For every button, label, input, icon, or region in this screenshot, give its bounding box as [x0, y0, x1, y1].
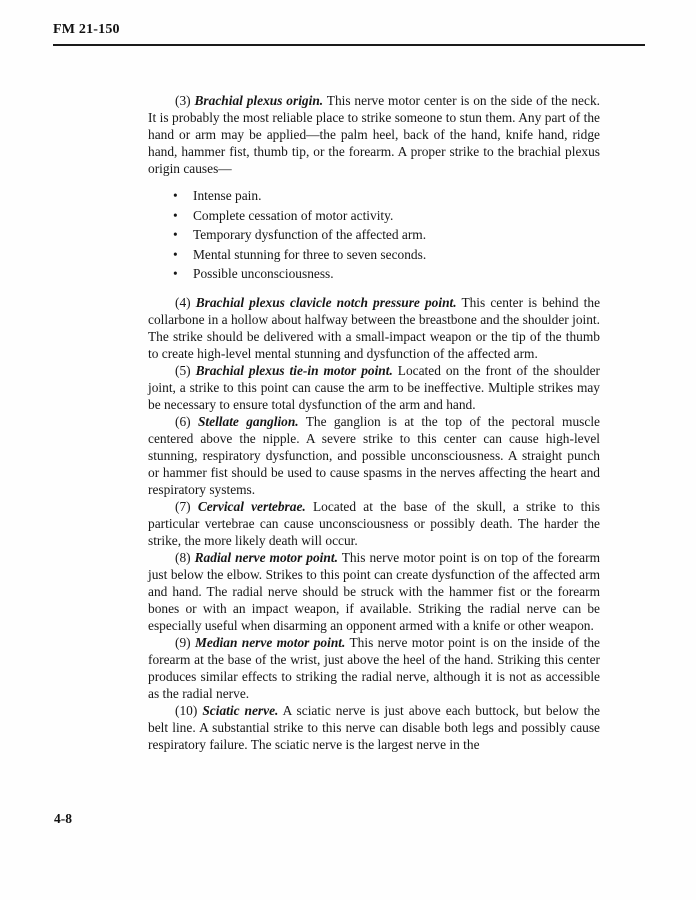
paragraph-text: This nerve motor point is on the inside of the forearm at the base of the wrist, just above the heel of the hand. Striking this center produces similar effects to striking the radial nerve, although it is not as accessible as the radial nerve. — [148, 634, 600, 701]
effects-bullet-list — [148, 186, 600, 284]
paragraph-4 — [148, 294, 600, 362]
paragraph-title: Brachial plexus clavicle notch pressure point. — [195, 294, 457, 310]
paragraph-text: This nerve motor center is on the side of the neck. It is probably the most reliable place to strike someone to stun them. Any part of the hand or arm may be applied—the palm heel, back of the hand, knife hand, ridge hand, hammer fist, thumb tip, or the forearm. A proper strike to the brachial plexus origin causes— — [148, 93, 600, 176]
paragraph-number: (7) — [175, 498, 191, 514]
paragraph-9 — [148, 634, 600, 702]
paragraph-8 — [148, 549, 600, 634]
header-document-id: FM 21-150 — [53, 22, 120, 37]
list-item-text: Mental stunning for three to seven seconds. — [193, 246, 427, 262]
paragraph-title: Stellate ganglion. — [197, 413, 299, 429]
paragraph-text: Located on the front of the shoulder joint, a strike to this point can cause the arm to be ineffective. Multiple strikes may be necessary to ensure total dysfunction of the arm and hand. — [148, 362, 600, 412]
page-number: 4-8 — [54, 811, 72, 826]
paragraph-number: (3) — [175, 93, 191, 108]
paragraph-text: Located at the base of the skull, a strike to this particular vertebrae can cause unconsciousness or possibly death. The harder the strike, the more likely death will occur. — [148, 498, 600, 548]
paragraph-text: This nerve motor point is on top of the forearm just below the elbow. Strikes to this point can create dysfunction of the affected arm and hand. The radial nerve should be struck with the hammer fist or the forearm bones or with an impact weapon, if available. Striking the radial nerve can be especially useful when disarming an opponent armed with a knife or other weapon. — [148, 549, 600, 633]
paragraph-10 — [148, 702, 600, 753]
list-item — [148, 186, 600, 206]
paragraph-3 — [148, 92, 600, 177]
paragraph-number: (4) — [175, 294, 191, 310]
body-text-column — [148, 92, 600, 753]
header-rule — [53, 44, 645, 46]
list-item-text: Temporary dysfunction of the affected arm. — [193, 227, 427, 242]
paragraph-7 — [148, 498, 600, 549]
paragraph-title: Brachial plexus tie-in motor point. — [195, 362, 393, 378]
list-item-text: Possible unconsciousness. — [193, 266, 334, 281]
bullet-icon: • — [173, 266, 178, 281]
list-item-text: Intense pain. — [193, 188, 262, 203]
list-item — [148, 206, 600, 226]
bullet-icon: • — [173, 207, 178, 223]
paragraph-6 — [148, 413, 600, 498]
paragraph-title: Radial nerve motor point. — [194, 549, 338, 565]
paragraph-number: (6) — [175, 413, 191, 429]
paragraph-title: Median nerve motor point. — [195, 634, 346, 650]
paragraph-number: (8) — [175, 549, 191, 565]
paragraph-title: Cervical vertebrae. — [197, 498, 306, 514]
bullet-icon: • — [173, 188, 178, 203]
list-item-text: Complete cessation of motor activity. — [193, 207, 394, 223]
paragraph-text: This center is behind the collarbone in a hollow about halfway between the breastbone and the shoulder joint. The strike should be delivered with a small-impact weapon or the tip of the thumb to create high-level mental stunning and dysfunction of the affected arm. — [148, 294, 601, 361]
paragraph-number: (9) — [175, 634, 191, 650]
paragraph-number: (5) — [175, 362, 191, 378]
paragraph-title: Brachial plexus origin. — [194, 93, 324, 108]
list-item — [148, 264, 600, 284]
list-item — [148, 225, 600, 245]
paragraph-text: A sciatic nerve is just above each buttock, but below the belt line. A substantial strike to this nerve can disable both legs and possibly cause respiratory failure. The sciatic nerve is the largest nerve in the — [148, 702, 600, 752]
list-item — [148, 245, 600, 265]
paragraph-5 — [148, 362, 600, 413]
paragraph-number: (10) — [175, 702, 198, 718]
bullet-icon: • — [173, 227, 178, 242]
paragraph-text: The ganglion is at the top of the pectoral muscle centered above the nipple. A severe strike to this center can cause high-level stunning, respiratory dysfunction, and possible unconsciousness. A straight punch or hammer fist should be used to cause spasms in the nerves affecting the heart and respiratory systems. — [148, 413, 600, 497]
paragraph-title: Sciatic nerve. — [202, 702, 279, 718]
bullet-icon: • — [173, 246, 178, 262]
